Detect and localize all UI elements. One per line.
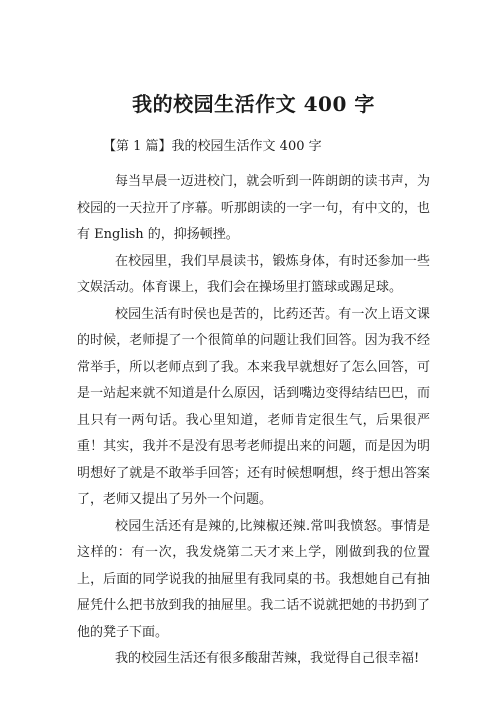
document-title: 我的校园生活作文 400 字 [132, 92, 375, 116]
paragraph-4: 校园生活还有是辣的,比辣椒还辣.常叫我愤怒。事情是这样的：有一次，我发烧第二天才来上学，刚做到我的位置上，后面的同学说我的抽屉里有我同桌的书。我想她自己有抽屉凭什么把书放到我的抽屉里。我二话不说就把她的书扔到了他的凳子下面。 [77, 518, 430, 640]
paragraph-5: 我的校园生活还有很多酸甜苦辣，我觉得自己很幸福! [115, 651, 420, 666]
paragraph-3: 校园生活有时侯也是苦的，比药还苦。有一次上语文课的时候，老师提了一个很简单的问题让我们回答。因为我不经常举手，所以老师点到了我。本来我早就想好了怎么回答，可是一站起来就不知道是什么原因，话到嘴边变得结结巴巴，而且只有一两句话。我心里知道，老师肯定很生气，后果很严重！其实，我并不是没有思考老师提出来的问题，而是因为明明想好了就是不敢举手回答；还有时候想啊想，终于想出答案了，老师又提出了另外一个问题。 [77, 306, 430, 507]
paragraph-2: 在校园里，我们早晨读书，锻炼身体，有时还参加一些文娱活动。体育课上，我们会在操场里打篮球或踢足球。 [77, 253, 430, 295]
article-subtitle: 【第 1 篇】我的校园生活作文 400 字 [103, 139, 322, 154]
paragraph-1: 每当早晨一迈进校门，就会听到一阵朗朗的读书声，为校园的一天拉开了序幕。听那朗读的一字一句，有中文的，也有 English 的，抑扬顿挫。 [77, 174, 430, 242]
